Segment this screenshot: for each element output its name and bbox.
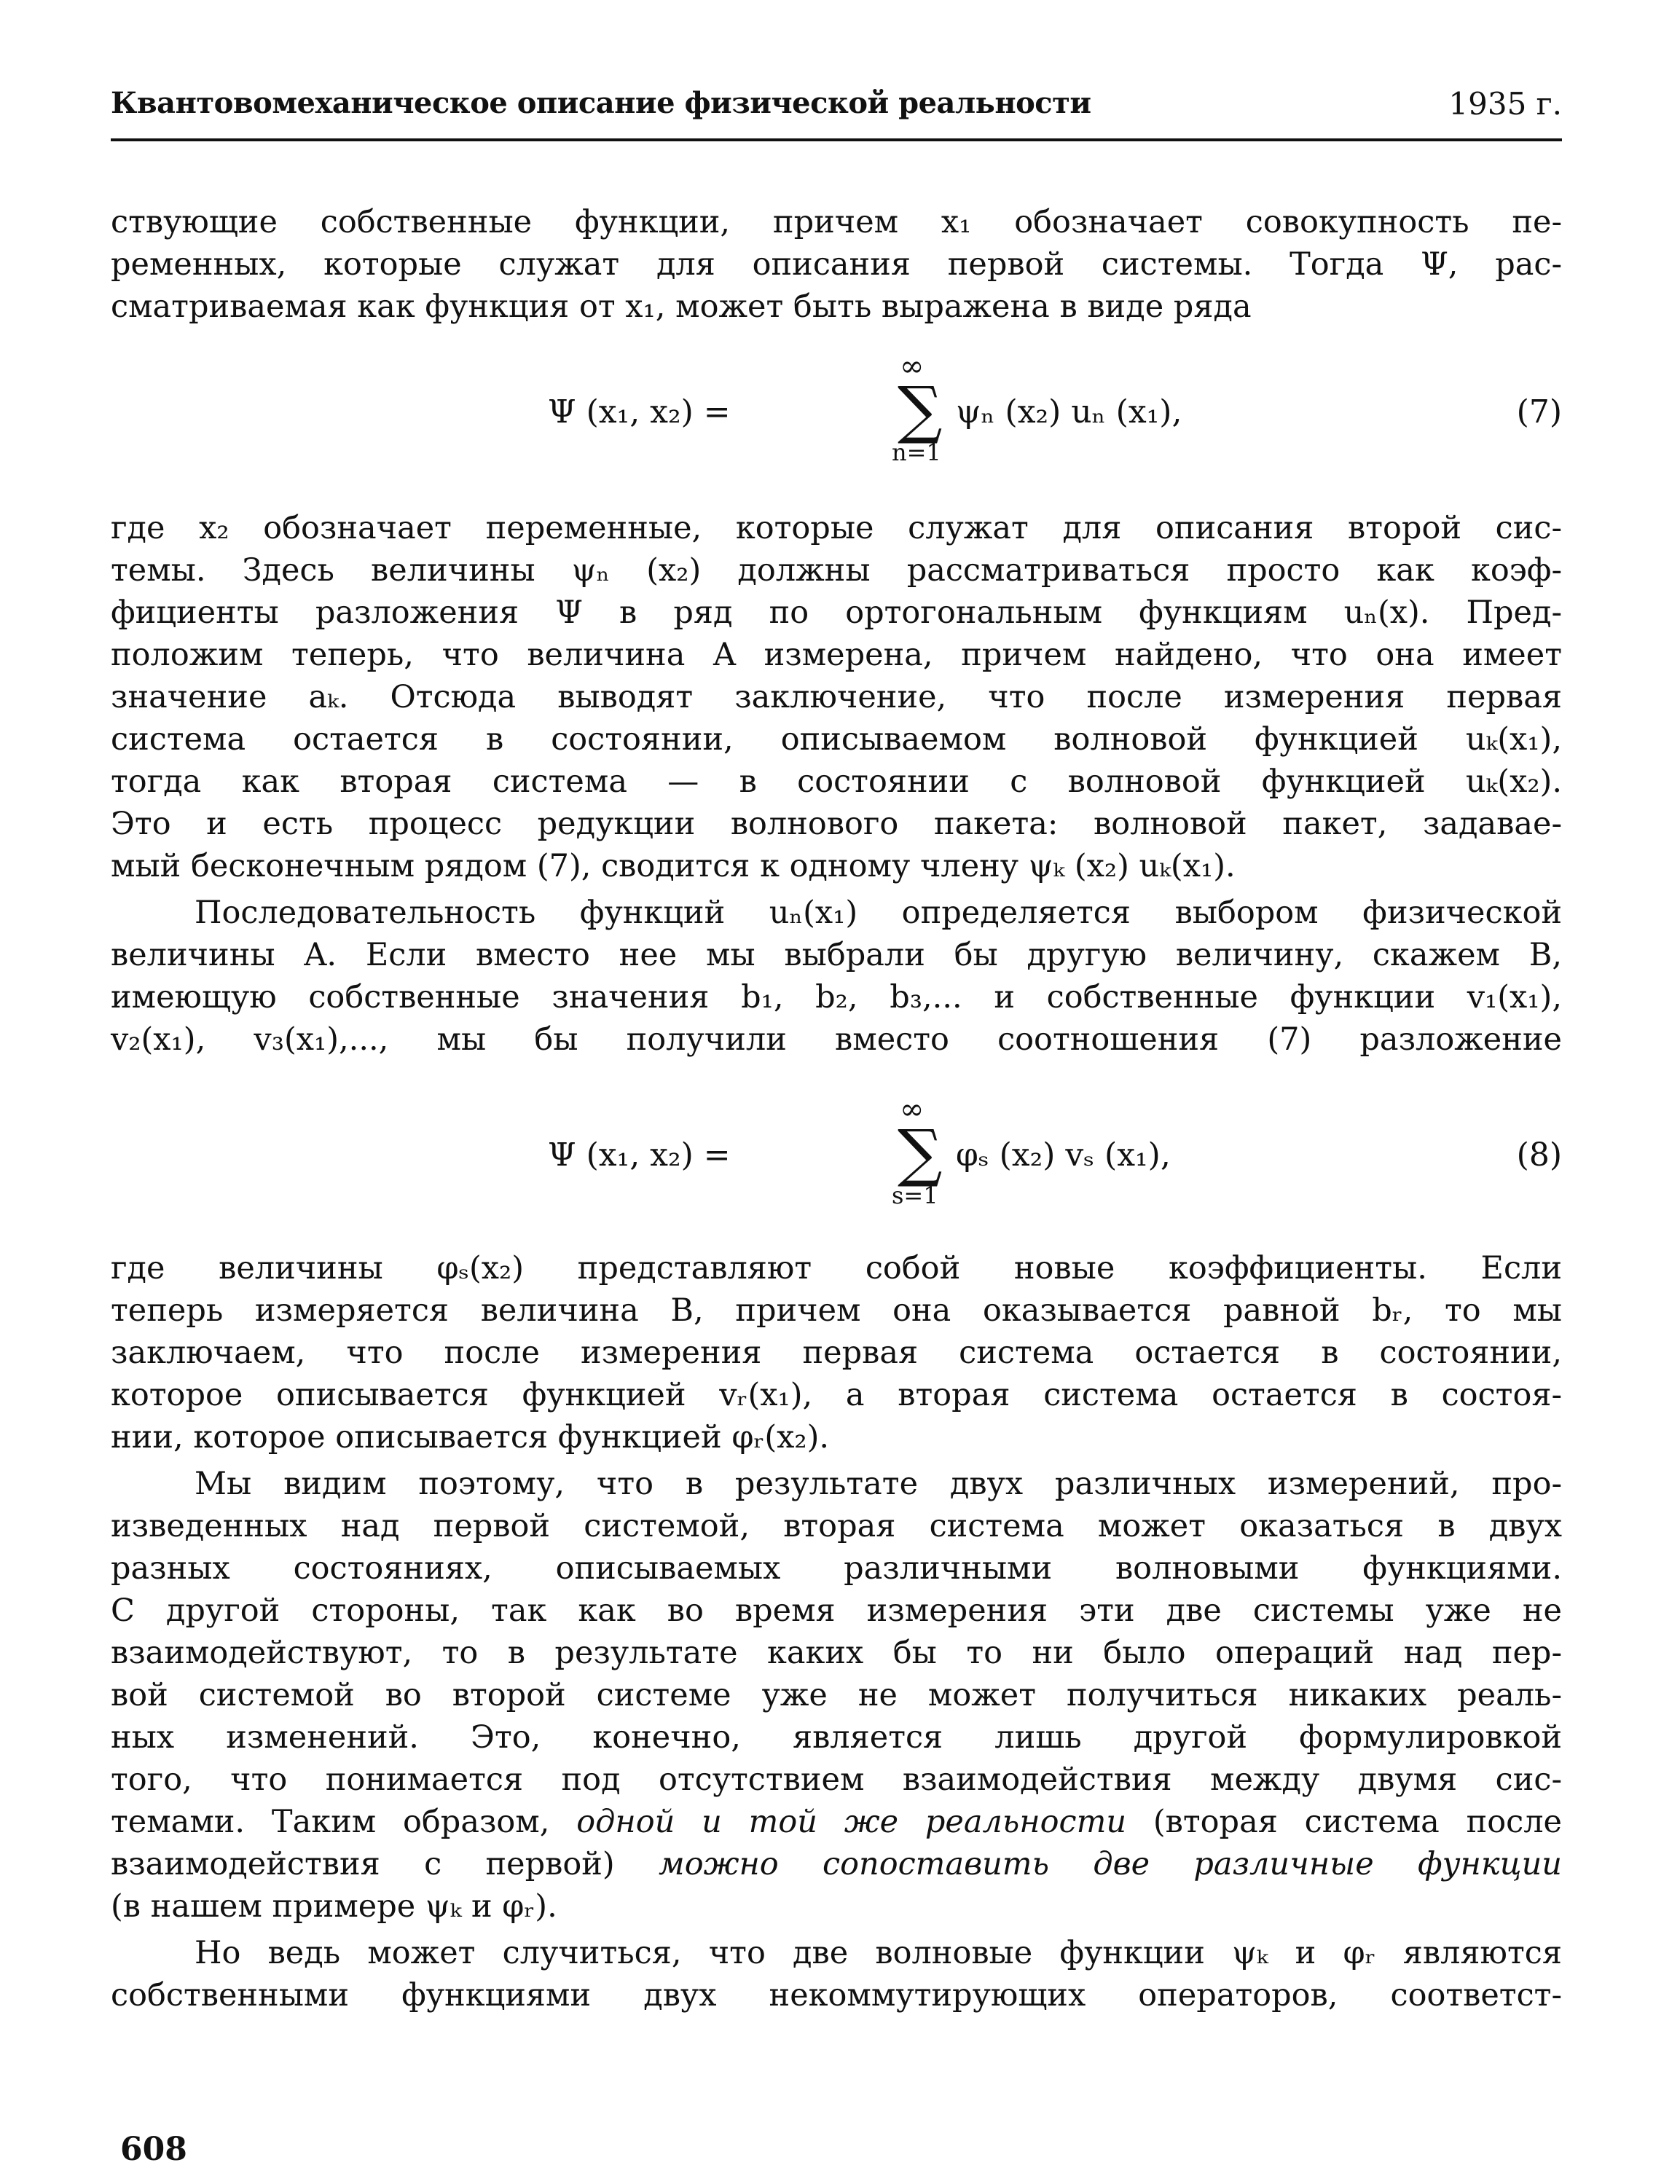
text-line: вой системой во второй системе уже не может получиться никаких реаль- xyxy=(111,1677,1562,1713)
text-span: темами. Таким образом, xyxy=(111,1804,577,1840)
sum-upper-limit: ∞ xyxy=(900,350,925,383)
text-line: того, что понимается под отсутствием взаимодействия между двумя сис- xyxy=(111,1761,1562,1798)
equation-number: (8) xyxy=(1516,1136,1562,1174)
text-line: (в нашем примере ψₖ и φᵣ). xyxy=(111,1888,557,1925)
text-line: тогда как вторая система — в состоянии с волновой функцией uₖ(x₂). xyxy=(111,763,1562,800)
text-line: ременных, которые служат для описания первой системы. Тогда Ψ, рас- xyxy=(111,246,1562,283)
text-line: заключаем, что после измерения первая система остается в состоянии, xyxy=(111,1335,1562,1371)
text-line: разных состояниях, описываемых различными волновыми функциями. xyxy=(111,1550,1562,1587)
text-line: нии, которое описывается функцией φᵣ(x₂). xyxy=(111,1419,830,1456)
equation-rhs: φₛ (x₂) vₛ (x₁), xyxy=(956,1136,1171,1174)
text-line xyxy=(111,1801,1562,1843)
text-line: темы. Здесь величины ψₙ (x₂) должны рассматриваться просто как коэф- xyxy=(111,552,1562,589)
equation-7 xyxy=(111,350,1562,503)
text-line: значение aₖ. Отсюда выводят заключение, что после измерения первая xyxy=(111,679,1562,715)
sum-icon: ∑ xyxy=(898,374,943,447)
text-line: положим теперь, что величина A измерена, причем найдено, что она имеет xyxy=(111,637,1562,673)
text-line: собственными функциями двух некоммутирующих операторов, соответст- xyxy=(111,1977,1562,2014)
equation-rhs: ψₙ (x₂) uₙ (x₁), xyxy=(956,393,1182,431)
running-header xyxy=(111,86,1562,122)
text-line xyxy=(111,1843,1562,1885)
text-line: имеющую собственные значения b₁, b₂, b₃,... и собственные функции v₁(x₁), xyxy=(111,979,1562,1016)
text-line: сматриваемая как функция от x₁, может быть выражена в виде ряда xyxy=(111,288,1252,325)
text-line: ствующие собственные функции, причем x₁ обозначает совокупность пе- xyxy=(111,204,1562,240)
text-line: величины A. Если вместо нее мы выбрали бы другую величину, скажем B, xyxy=(111,937,1562,973)
text-line: ных изменений. Это, конечно, является лишь другой формулировкой xyxy=(111,1719,1562,1756)
text-line: мый бесконечным рядом (7), сводится к одному члену ψₖ (x₂) uₖ(x₁). xyxy=(111,848,1236,884)
text-line: где величины φₛ(x₂) представляют собой новые коэффициенты. Если xyxy=(111,1250,1562,1287)
text-line: Но ведь может случиться, что две волновые функции ψₖ и φᵣ являются xyxy=(195,1935,1562,1971)
text-line: v₂(x₁), v₃(x₁),..., мы бы получили вместо соотношения (7) разложение xyxy=(111,1021,1562,1058)
sum-icon: ∑ xyxy=(898,1117,943,1190)
text-line: Последовательность функций uₙ(x₁) определяется выбором физической xyxy=(195,895,1562,931)
sum-lower-limit: n=1 xyxy=(892,439,941,466)
emphasis-text: можно сопоставить две различные функции xyxy=(659,1846,1562,1882)
text-span: (вторая система после xyxy=(1126,1804,1563,1840)
year: 1935 г. xyxy=(1448,86,1562,122)
text-line: где x₂ обозначает переменные, которые служат для описания второй сис- xyxy=(111,510,1562,546)
text-line: Это и есть процесс редукции волнового пакета: волновой пакет, задавае- xyxy=(111,806,1562,842)
emphasis-text: одной и той же реальности xyxy=(576,1804,1127,1840)
text-line: теперь измеряется величина B, причем она оказывается равной bᵣ, то мы xyxy=(111,1292,1562,1329)
text-span: взаимодействия с первой) xyxy=(111,1846,659,1882)
running-title: Квантовомеханическое описание физической реальности xyxy=(111,86,1091,120)
page-number: 608 xyxy=(120,2131,187,2168)
text-line: которое описывается функцией vᵣ(x₁), а вторая система остается в состоя- xyxy=(111,1377,1562,1413)
text-line: взаимодействуют, то в результате каких бы то ни было операций над пер- xyxy=(111,1635,1562,1671)
equation-number: (7) xyxy=(1516,393,1562,431)
equation-8 xyxy=(111,1093,1562,1246)
header-rule xyxy=(111,138,1562,141)
text-line: фициенты разложения Ψ в ряд по ортогональным функциям uₙ(x). Пред- xyxy=(111,594,1562,631)
text-line: изведенных над первой системой, вторая система может оказаться в двух xyxy=(111,1508,1562,1544)
text-line: Мы видим поэтому, что в результате двух различных измерений, про- xyxy=(195,1466,1562,1502)
sum-upper-limit: ∞ xyxy=(900,1093,925,1126)
text-line: С другой стороны, так как во время измерения эти две системы уже не xyxy=(111,1592,1562,1629)
equation-lhs: Ψ (x₁, x₂) = xyxy=(548,393,731,431)
equation-lhs: Ψ (x₁, x₂) = xyxy=(548,1136,731,1174)
sum-lower-limit: s=1 xyxy=(892,1182,938,1209)
text-line: система остается в состоянии, описываемом волновой функцией uₖ(x₁), xyxy=(111,721,1562,758)
